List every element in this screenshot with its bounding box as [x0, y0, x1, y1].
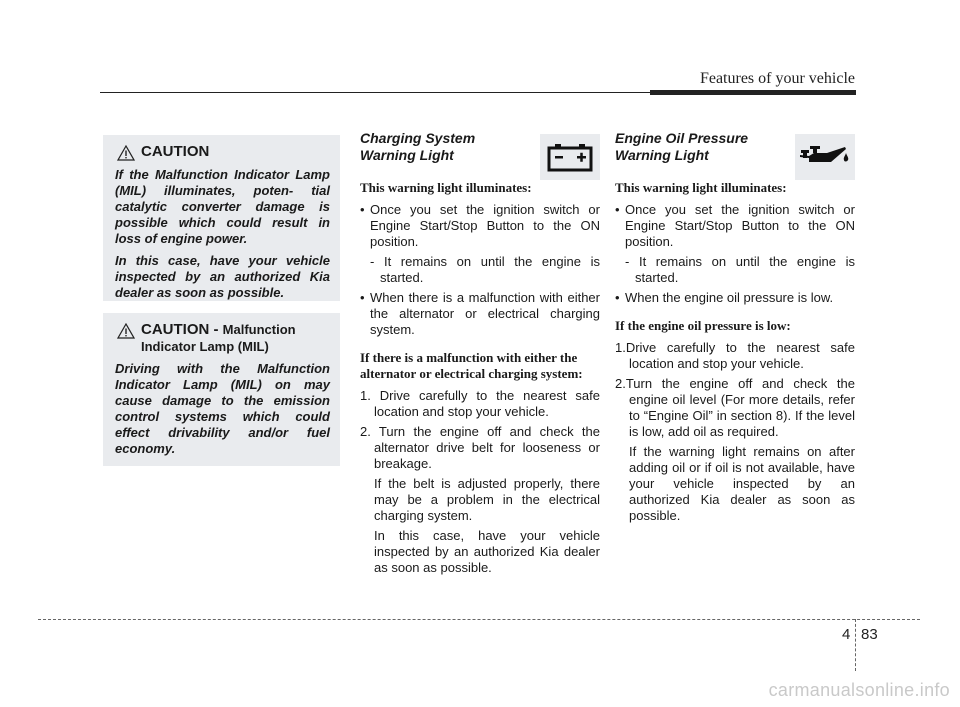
caution-paragraph: Driving with the Malfunction Indicator Lamp (MIL) on may cause damage to the emission control systems which could effect drivability and/or fuel economy. — [115, 361, 330, 456]
step-item: 2. Turn the engine off and check the alternator drive belt for looseness or breakage. — [360, 424, 600, 471]
caution-paragraph: If the Malfunction Indicator Lamp (MIL) illuminates, poten- tial catalytic converter damage is possible which could result in loss of engine power. — [115, 167, 330, 246]
battery-icon — [540, 134, 600, 180]
section-title-line: Charging System — [360, 130, 476, 146]
list-item: • Once you set the ignition switch or Engine Start/Stop Button to the ON position. — [615, 202, 855, 250]
caution-title: CAUTION — [141, 143, 210, 160]
caution-head — [117, 321, 330, 339]
caution-body — [115, 167, 330, 301]
step-paragraph: If the warning light remains on after adding oil or if oil is not available, have your vehicle inspected by an authorized Kia dealer as soon as possible. — [629, 444, 855, 523]
caution-head — [117, 143, 330, 161]
malfunction-heading: If there is a malfunction with either the alternator or electrical charging system: — [360, 350, 583, 381]
step-paragraph: In this case, have your vehicle inspected by an authorized Kia dealer as soon as possible. — [374, 528, 600, 575]
section-title — [615, 130, 775, 168]
oil-can-icon — [795, 134, 855, 180]
step-item: 1. Drive carefully to the nearest safe location and stop your vehicle. — [360, 388, 600, 419]
charging-system-section — [360, 130, 600, 580]
illuminates-heading: This warning light illuminates: — [615, 180, 787, 195]
illuminates-heading: This warning light illuminates: — [360, 180, 532, 195]
list-item: • When there is a malfunction with either the alternator or electrical charging system. — [360, 290, 600, 338]
oil-pressure-section — [615, 130, 855, 528]
footer-divider — [855, 619, 856, 671]
list-item: • When the engine oil pressure is low. — [615, 290, 855, 306]
header-bar — [650, 90, 856, 95]
step-item: 1.Drive carefully to the nearest safe location and stop your vehicle. — [615, 340, 855, 371]
caution-title-main: CAUTION - — [141, 321, 219, 338]
caution-paragraph: In this case, have your vehicle inspected by an authorized Kia dealer as soon as possible. — [115, 253, 330, 300]
caution-subtitle-line2: Indicator Lamp (MIL) — [141, 339, 269, 354]
section-title-line: Warning Light — [360, 147, 454, 163]
page-number: 83 — [861, 626, 878, 643]
sub-list-item: - It remains on until the engine is started. — [370, 254, 600, 285]
step-item: 2.Turn the engine off and check the engine oil level (For more details, refer to “Engine Oil” in section 8). If the level is low, add oil as required. — [615, 376, 855, 439]
page-header-title: Features of your vehicle — [699, 70, 855, 87]
footer-rule — [38, 619, 920, 620]
header-rule — [100, 92, 650, 93]
caution-body — [115, 361, 330, 457]
watermark: carmanualsonline.info — [768, 680, 950, 700]
caution-title — [141, 321, 296, 339]
caution-box-mil-driving — [103, 313, 340, 466]
warning-triangle-icon — [117, 145, 135, 161]
warning-triangle-icon — [117, 323, 135, 339]
oil-low-heading: If the engine oil pressure is low: — [615, 318, 791, 333]
caution-box-mil — [103, 135, 340, 301]
sub-list-item: - It remains on until the engine is started. — [625, 254, 855, 285]
step-paragraph: If the belt is adjusted properly, there may be a problem in the electrical charging system. — [374, 476, 600, 523]
caution-subtitle: Malfunction — [222, 322, 296, 337]
section-title-line: Warning Light — [615, 147, 709, 163]
battery-icon-graphic — [546, 142, 594, 172]
section-title — [360, 130, 520, 168]
chapter-number: 4 — [842, 626, 851, 643]
section-title-line: Engine Oil Pressure — [615, 130, 749, 146]
list-item: • Once you set the ignition switch or Engine Start/Stop Button to the ON position. — [360, 202, 600, 250]
oil-can-icon-graphic — [797, 142, 853, 172]
